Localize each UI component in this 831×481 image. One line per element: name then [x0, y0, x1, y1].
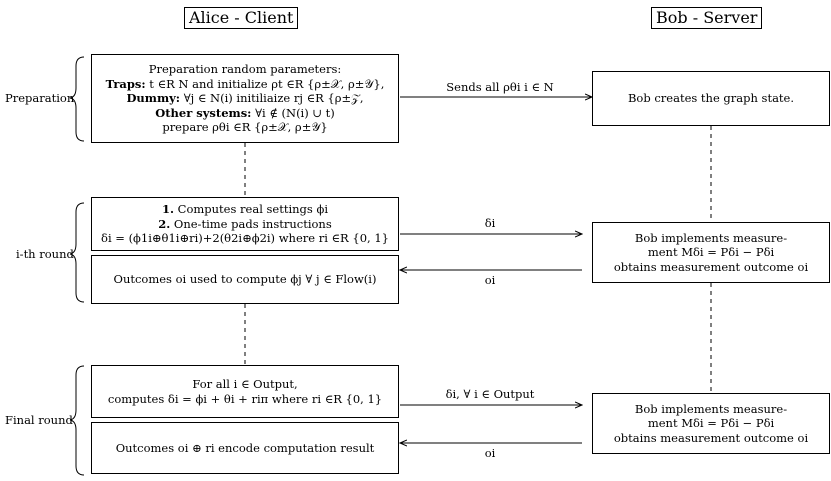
msg-final-delta: δi, ∀ i ∈ Output: [445, 387, 535, 401]
preparation-box: [91, 54, 399, 143]
bob-final-measure-line-2: ment Mδi = Pδi − Pδi: [647, 416, 775, 431]
prep-line-2: Traps: t ∈R N and initialize ρt ∈R {ρ±𝒳, ρ±𝒴},: [105, 76, 385, 91]
bob-final-measure-line-1: Bob implements measure-: [634, 401, 788, 416]
phase-label-ith-round: i-th round: [16, 247, 74, 261]
bob-graph-state-box: [592, 71, 830, 126]
bob-measure-line-3: obtains measurement outcome oi: [613, 259, 809, 274]
bob-graph-state-text: Bob creates the graph state.: [627, 91, 795, 106]
final-line-2: computes δi = ϕi + θi + riπ where ri ∈R {0, 1}: [107, 391, 383, 406]
msg-final-outcome: oi: [484, 446, 496, 460]
round-line-3: δi = (ϕ1i⊕θ1i⊕ri)+2(θ2i⊕ϕ2i) where ri ∈R {0, 1}: [101, 231, 389, 246]
bob-measure-box: [592, 222, 830, 283]
msg-delta: δi: [484, 216, 496, 230]
phase-label-preparation: Preparation: [5, 91, 75, 105]
msg-sends-all: Sends all ρθi i ∈ N: [446, 80, 554, 94]
prep-line-4: Other systems: ∀i ∉ (N(i) ∪ t): [155, 105, 335, 120]
bob-final-measure-line-3: obtains measurement outcome oi: [613, 430, 809, 445]
prep-line-5: prepare ρθi ∈R {ρ±𝒳, ρ±𝒴}: [162, 120, 328, 135]
bob-measure-line-1: Bob implements measure-: [634, 230, 788, 245]
bob-server-title: Bob - Server: [651, 7, 762, 29]
final-outcomes-text: Outcomes oi ⊕ ri encode computation result: [115, 440, 375, 455]
prep-line-1: Preparation random parameters:: [148, 62, 342, 77]
bob-final-measure-box: [592, 393, 830, 454]
bob-measure-line-2: ment Mδi = Pδi − Pδi: [647, 245, 775, 260]
round-line-1: 1. Computes real settings ϕi: [161, 202, 328, 217]
round-line-2: 2. One-time pads instructions: [158, 216, 332, 231]
msg-outcome: oi: [484, 273, 496, 287]
alice-client-title: Alice - Client: [184, 7, 298, 29]
outcomes-text: Outcomes oi used to compute ϕj ∀ j ∈ Flow(i): [113, 272, 377, 287]
final-outcomes-box: [91, 422, 399, 474]
final-line-1: For all i ∈ Output,: [192, 377, 298, 391]
final-compute-box: [91, 365, 399, 418]
prep-line-3: Dummy: ∀j ∈ N(i) initiliaize rj ∈R {ρ±𝒵,: [126, 91, 364, 106]
phase-label-final-round: Final round: [5, 413, 73, 427]
compute-settings-box: [91, 197, 399, 251]
outcomes-box: [91, 255, 399, 304]
